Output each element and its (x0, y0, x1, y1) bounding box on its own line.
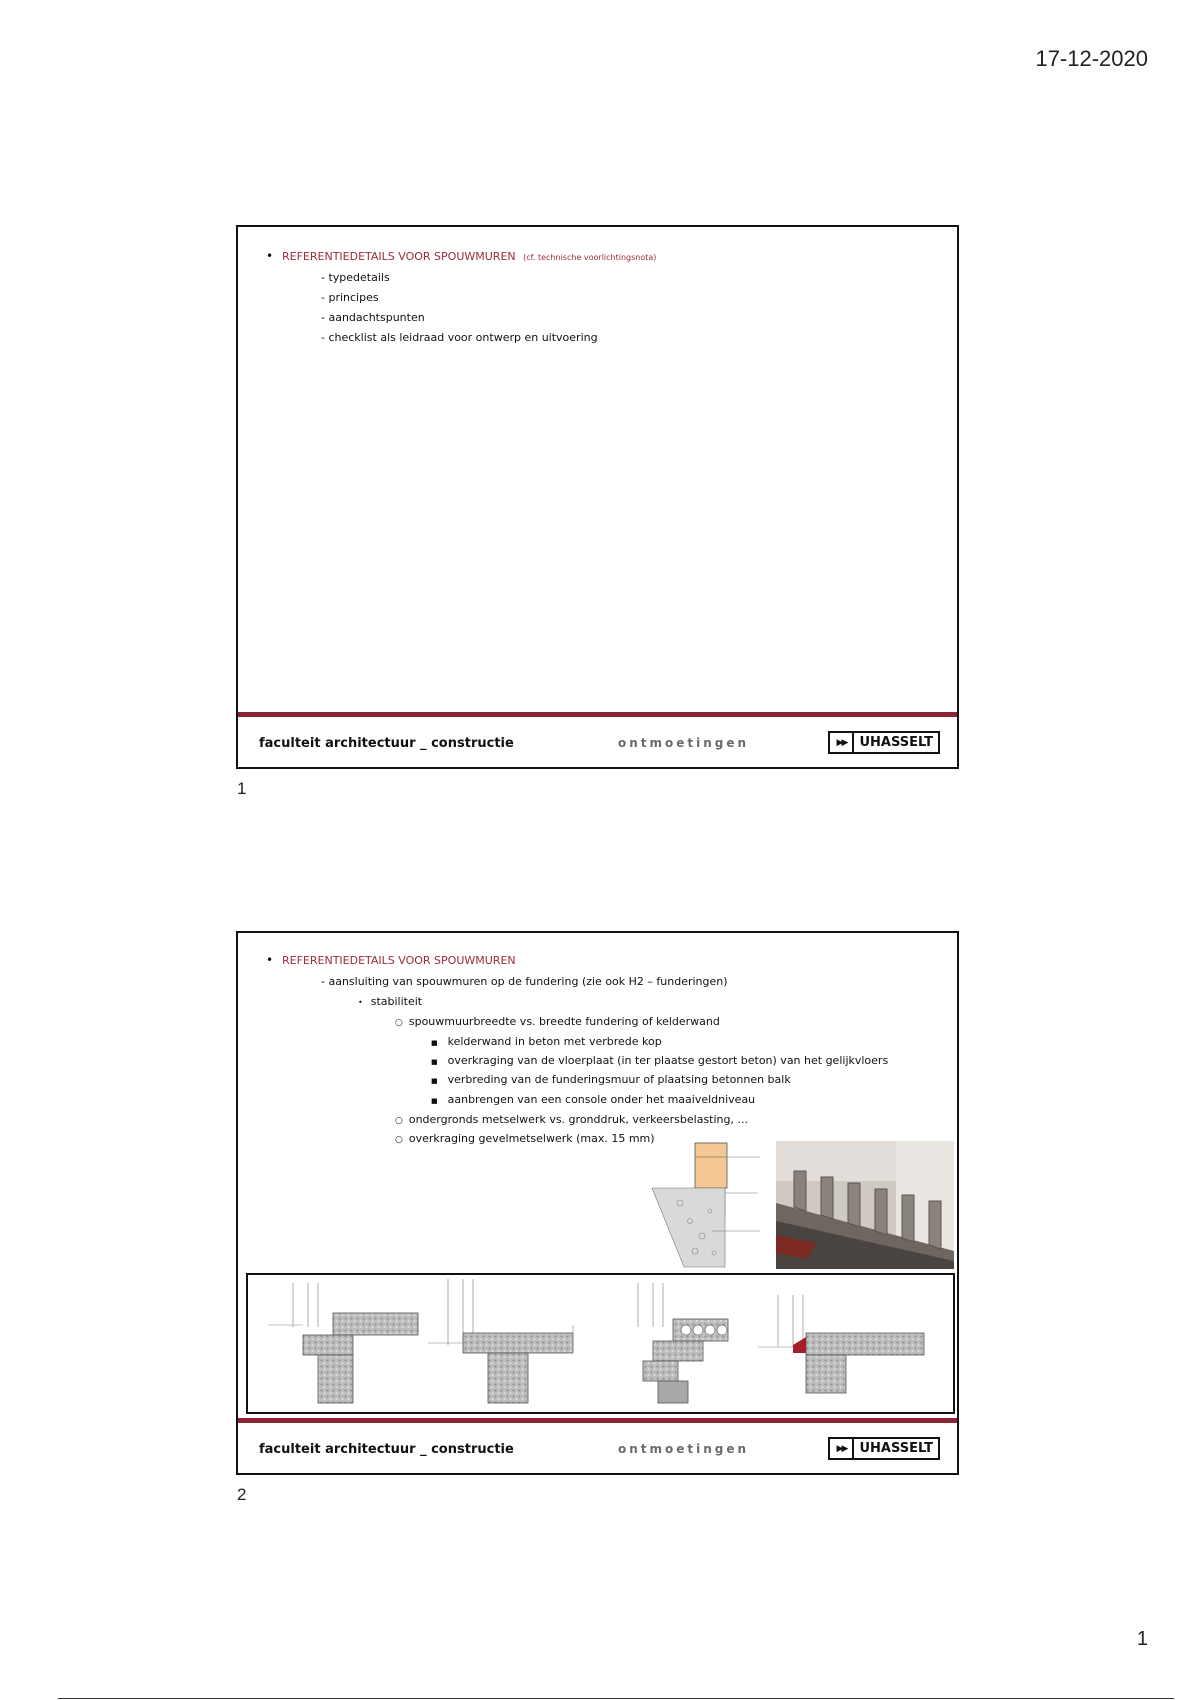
square-bullet-icon: ■ (431, 1077, 438, 1085)
detail-drawing-3 (638, 1283, 728, 1403)
slide-2-line-text: aanbrengen van een console onder het maaiveldniveau (447, 1093, 756, 1106)
slide-2-line (431, 1054, 888, 1067)
slide-1 (236, 225, 959, 769)
slide-2-line-text: verbreding van de funderingsmuur of plaatsing betonnen balk (447, 1073, 791, 1086)
slide-2-line (431, 1073, 791, 1086)
circle-bullet-icon: ○ (395, 1135, 403, 1145)
slide-2-line (395, 1113, 748, 1126)
circle-bullet-icon: ○ (395, 1018, 403, 1028)
footer-tagline: ontmoetingen (618, 1442, 750, 1456)
slide-2 (236, 931, 959, 1475)
footer-faculty: faculteit architectuur _ constructie (259, 736, 514, 751)
slide-1-number: 1 (237, 779, 247, 798)
bullet-icon: • (266, 953, 274, 967)
page-date: 17-12-2020 (1035, 46, 1148, 71)
slide-2-heading: REFERENTIEDETAILS VOOR SPOUWMUREN (282, 954, 516, 967)
console-photo (776, 1141, 954, 1269)
bottom-rule (58, 1698, 1174, 1699)
slide-1-heading-text: REFERENTIEDETAILS VOOR SPOUWMUREN (282, 250, 516, 263)
slide-2-line-text: kelderwand in beton met verbrede kop (447, 1035, 662, 1048)
bullet-icon: • (266, 249, 274, 263)
slide-2-line-text: spouwmuurbreedte vs. breedte fundering of kelderwand (408, 1015, 720, 1028)
slide-2-line-text: stabiliteit (370, 995, 423, 1008)
slide-1-item: - checklist als leidraad voor ontwerp en uitvoering (321, 331, 598, 344)
slide-1-item: - typedetails (321, 271, 390, 284)
double-arrow-icon: ▶▶ (830, 1439, 854, 1458)
circle-bullet-icon: ○ (395, 1116, 403, 1126)
slide-2-number: 2 (237, 1485, 247, 1504)
slide-1-heading-note: (cf. technische voorlichtingsnota) (523, 253, 657, 262)
console-photo-svg (776, 1141, 954, 1269)
footer-tagline: ontmoetingen (618, 736, 750, 750)
slide-2-line (395, 1015, 720, 1028)
uhasselt-logo-text: UHASSELT (859, 735, 933, 750)
slide-1-item: - principes (321, 291, 379, 304)
double-arrow-icon: ▶▶ (830, 733, 854, 752)
detail-drawings-svg (248, 1275, 953, 1412)
slide-2-line-text: overkraging van de vloerplaat (in ter plaatse gestort beton) van het gelijkvloers (447, 1054, 889, 1067)
detail-drawing-2 (428, 1279, 573, 1403)
foundation-detail-svg (650, 1141, 772, 1269)
footer-faculty: faculteit architectuur _ constructie (259, 1442, 514, 1457)
square-bullet-icon: ■ (431, 1097, 438, 1105)
slide-2-line (358, 995, 422, 1008)
square-bullet-icon: ■ (431, 1058, 438, 1066)
detail-drawings-box (246, 1273, 955, 1414)
uhasselt-logo (828, 731, 940, 754)
slide-2-line (431, 1035, 662, 1048)
slide-2-heading-row (266, 953, 516, 967)
slide-1-heading (282, 250, 656, 263)
slide-1-heading-row (266, 249, 656, 263)
small-bullet-icon: • (358, 998, 363, 1007)
uhasselt-logo-text: UHASSELT (859, 1441, 933, 1456)
footer-bar (238, 712, 957, 717)
square-bullet-icon: ■ (431, 1039, 438, 1047)
detail-drawing-1 (268, 1283, 418, 1403)
slide-2-line: - aansluiting van spouwmuren op de fundering (zie ook H2 – funderingen) (321, 975, 728, 988)
slide-2-line-text: overkraging gevelmetselwerk (max. 15 mm) (408, 1132, 655, 1145)
slide-2-line (395, 1132, 655, 1145)
slide-2-line (431, 1093, 755, 1106)
slide-1-item: - aandachtspunten (321, 311, 425, 324)
foundation-detail-drawing (650, 1141, 772, 1269)
page-number: 1 (1136, 1628, 1148, 1650)
uhasselt-logo (828, 1437, 940, 1460)
detail-drawing-4 (758, 1295, 924, 1393)
slide-2-line-text: ondergronds metselwerk vs. gronddruk, verkeersbelasting, ... (408, 1113, 748, 1126)
footer-bar (238, 1418, 957, 1423)
